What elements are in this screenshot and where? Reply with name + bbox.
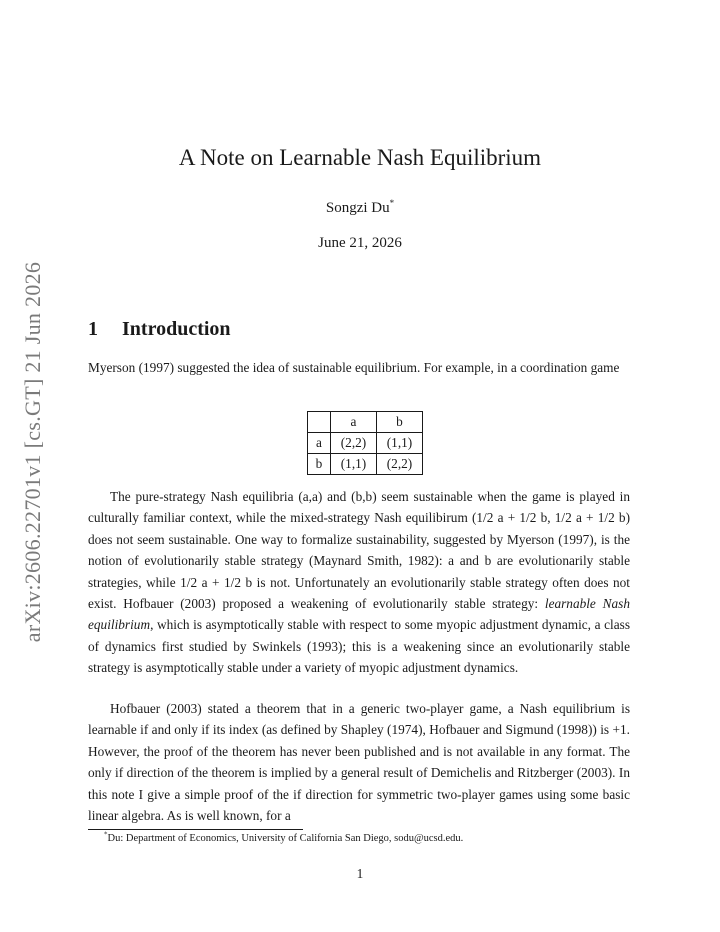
footnote-mark: * xyxy=(104,830,108,839)
section-heading xyxy=(88,318,231,341)
emphasized-term: learnable Nash equilibrium xyxy=(88,596,630,633)
row-header-b: b xyxy=(308,454,331,475)
author-footnote-mark: * xyxy=(389,198,395,208)
intro-paragraph-2 xyxy=(88,486,630,679)
paper-title: A Note on Learnable Nash Equilibrium xyxy=(178,145,542,170)
section-number: 1 xyxy=(88,318,98,340)
table-row xyxy=(308,454,423,475)
footnote xyxy=(104,830,464,844)
intro-paragraph-1: Myerson (1997) suggested the idea of sustainable equilibrium. For example, in a coordination game xyxy=(88,360,620,375)
row-header-a: a xyxy=(308,433,331,454)
column-header-a: a xyxy=(331,412,377,433)
author-line xyxy=(0,200,720,217)
author-name: Songzi Du xyxy=(325,200,390,216)
payoff-cell: (2,2) xyxy=(377,454,423,475)
coordination-game-table xyxy=(307,411,423,475)
table-row xyxy=(308,433,423,454)
section-title: Introduction xyxy=(122,318,231,340)
page-number: 1 xyxy=(356,866,364,881)
footnote-divider xyxy=(88,829,303,830)
footnote-text: Du: Department of Economics, University of California San Diego, sodu@ucsd.edu. xyxy=(107,833,464,844)
payoff-cell: (1,1) xyxy=(331,454,377,475)
table-corner-cell xyxy=(308,412,331,433)
payoff-cell: (1,1) xyxy=(377,433,423,454)
column-header-b: b xyxy=(377,412,423,433)
intro-paragraph-3: Hofbauer (2003) stated a theorem that in a generic two-player game, a Nash equilibrium is learnable if and only if its index (as defined by Shapley (1974), Hofbauer and Sigmund (1998)) is +1. However, the proof of the theorem has never been published and is not available in any format. The only if direction of the theorem is implied by a general result of Demichelis and Ritzberger (2003). In this note I give a simple proof of the if direction for symmetric two-player games using some basic linear algebra. As is well known, for a xyxy=(88,701,630,824)
payoff-cell: (2,2) xyxy=(331,433,377,454)
paragraph-text: , which is asymptotically stable with respect to some myopic adjustment dynamic, a class of dynamics first studied by Swinkels (1993); this is a weakening since an evolutionarily stable strategy is asymptotically stable under a variety of myopic adjustment dynamics. xyxy=(88,617,630,676)
table-header-row xyxy=(308,412,423,433)
paper-date: June 21, 2026 xyxy=(318,235,402,251)
paragraph-text: The pure-strategy Nash equilibria (a,a) and (b,b) seem sustainable when the game is played in culturally familiar context, while the mixed-strategy Nash equilibirum (1/2 a + 1/2 b, 1/2 a + 1/2 b) does not seem sustainable. One way to formalize sustainability, suggested by Myerson (1997), is the notion of evolutionarily stable strategy (Maynard Smith, 1982): a and b are evolutionarily stable strategies, while 1/2 a + 1/2 b is not. Unfortunately an evolutionarily stable strategy often does not exist. Hofbauer (2003) proposed a weakening of evolutionarily stable strategy: xyxy=(88,489,630,612)
arxiv-identifier: arXiv:2606.22701v1 [cs.GT] 21 Jun 2026 xyxy=(20,261,46,643)
arxiv-side-stamp xyxy=(18,262,48,642)
